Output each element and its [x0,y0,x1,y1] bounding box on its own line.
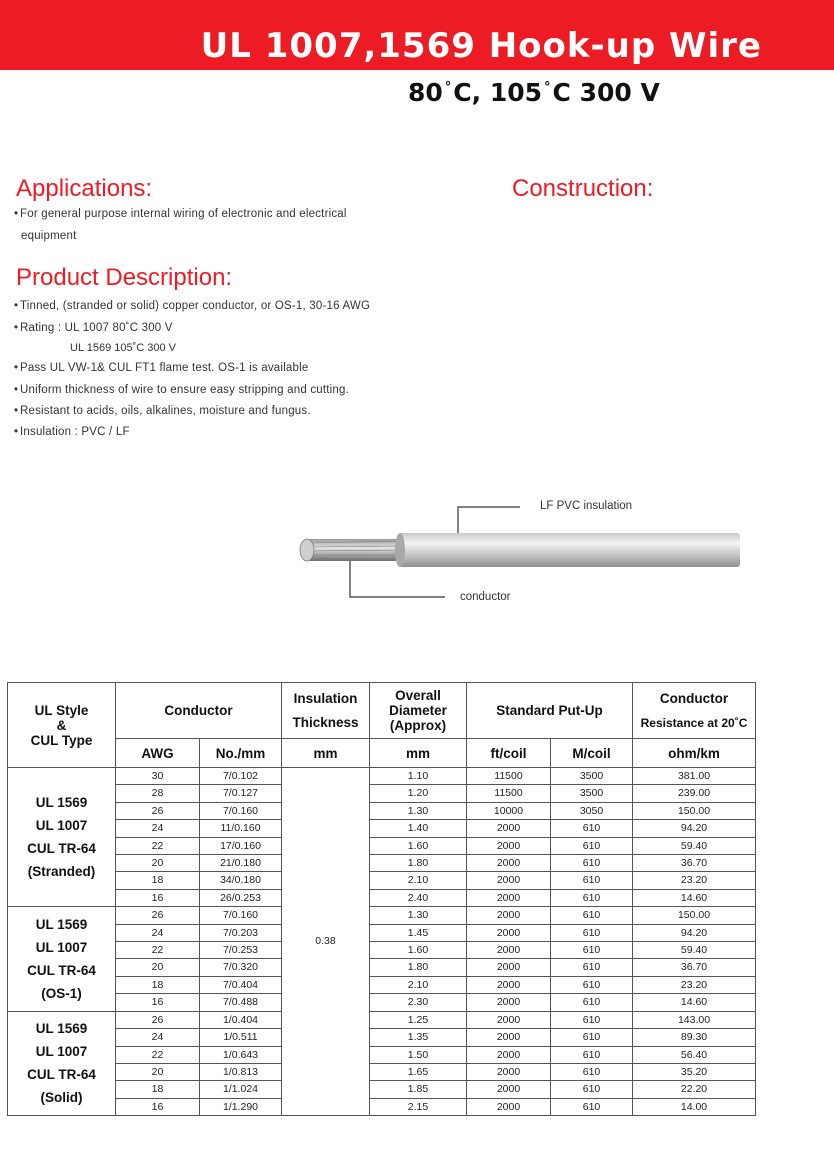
awg-cell: 24 [116,924,200,941]
diameter-cell: 2.10 [370,872,467,889]
ul-style-group-cell [8,768,116,907]
insulation-thickness-cell: 0.38 [282,768,370,1116]
header-ohm-km: ohm/km [633,739,756,768]
rating-prefix: 80 [408,78,443,107]
description-text: Insulation : PVC / LF [20,426,130,438]
ft-coil-cell: 2000 [467,855,551,872]
table-row [8,820,756,837]
header-awg: AWG [116,739,200,768]
diameter-cell: 1.85 [370,1081,467,1098]
awg-cell: 22 [116,942,200,959]
m-coil-cell: 610 [551,1098,633,1115]
ft-coil-cell: 2000 [467,837,551,854]
applications-text-2: equipment [21,230,77,242]
diameter-cell: 1.80 [370,959,467,976]
table-row [8,837,756,854]
m-coil-cell: 610 [551,959,633,976]
description-item [14,384,349,396]
m-coil-cell: 610 [551,976,633,993]
awg-cell: 16 [116,889,200,906]
resistance-cell: 36.70 [633,855,756,872]
rating-line-2: UL 1569 105˚C 300 V [70,342,176,354]
table-row [8,924,756,941]
resistance-cell: 381.00 [633,768,756,785]
insulation-end [395,533,405,567]
stranding-cell: 7/0.320 [200,959,282,976]
stranding-cell: 7/0.488 [200,994,282,1011]
m-coil-cell: 610 [551,855,633,872]
bullet-dot: • [14,405,19,417]
ft-coil-cell: 2000 [467,820,551,837]
bullet-dot: • [14,362,19,374]
resistance-cell: 94.20 [633,820,756,837]
bullet-dot: • [14,300,19,312]
awg-cell: 20 [116,1063,200,1080]
m-coil-cell: 610 [551,924,633,941]
wire-diagram [290,495,760,610]
ul-style-label: (Stranded) [27,864,96,880]
stranding-cell: 26/0.253 [200,889,282,906]
m-coil-cell: 610 [551,1063,633,1080]
header-ul-style-line2: & [56,717,67,733]
insulation-label: LF PVC insulation [540,500,633,512]
ft-coil-cell: 2000 [467,1098,551,1115]
resistance-cell: 23.20 [633,872,756,889]
ul-style-group-cell [8,1011,116,1115]
specification-table [7,682,756,1116]
header-no-mm: No./mm [200,739,282,768]
awg-cell: 16 [116,1098,200,1115]
table-row [8,1046,756,1063]
table-row [8,942,756,959]
conductor-label: conductor [460,591,511,603]
table-row [8,889,756,906]
diameter-cell: 1.65 [370,1063,467,1080]
table-row [8,959,756,976]
table-row [8,1098,756,1115]
degree-symbol: ° [544,80,551,95]
diameter-cell: 1.10 [370,768,467,785]
table-row [8,855,756,872]
diameter-cell: 1.45 [370,924,467,941]
description-text: Pass UL VW-1& CUL FT1 flame test. OS-1 is available [20,362,309,374]
resistance-cell: 94.20 [633,924,756,941]
header-resistance-line1: Conductor [659,690,729,706]
m-coil-cell: 610 [551,907,633,924]
bullet-dot: • [14,208,19,220]
resistance-cell: 56.40 [633,1046,756,1063]
page-title: UL 1007,1569 Hook-up Wire [200,26,762,66]
ft-coil-cell: 2000 [467,942,551,959]
table-row [8,1029,756,1046]
description-item [14,322,173,334]
diameter-cell: 1.60 [370,837,467,854]
ul-style-label: UL 1007 [35,939,88,955]
stranding-cell: 1/0.511 [200,1029,282,1046]
diameter-cell: 2.30 [370,994,467,1011]
awg-cell: 30 [116,768,200,785]
ft-coil-cell: 2000 [467,924,551,941]
table-row [8,768,756,785]
ft-coil-cell: 2000 [467,872,551,889]
stranding-cell: 1/1.024 [200,1081,282,1098]
ul-style-label: UL 1007 [35,1044,88,1060]
awg-cell: 26 [116,907,200,924]
description-text: Tinned, (stranded or solid) copper conductor, or OS-1, 30-16 AWG [20,300,371,312]
header-insulation [282,683,370,739]
description-text: Rating : UL 1007 80˚C 300 V [20,322,173,334]
ul-style-label: UL 1569 [35,916,88,932]
m-coil-cell: 610 [551,889,633,906]
resistance-cell: 89.30 [633,1029,756,1046]
diameter-cell: 1.30 [370,802,467,819]
product-description-heading: Product Description: [16,264,233,291]
m-coil-cell: 610 [551,994,633,1011]
ft-coil-cell: 11500 [467,768,551,785]
ft-coil-cell: 2000 [467,1081,551,1098]
bullet-dot: • [14,384,19,396]
stranding-cell: 11/0.160 [200,820,282,837]
diameter-cell: 1.60 [370,942,467,959]
ul-style-label: UL 1569 [35,1021,88,1037]
bullet-dot: • [14,426,19,438]
header-resistance-line2: Resistance at 20˚C [640,715,748,730]
m-coil-cell: 610 [551,1081,633,1098]
ft-coil-cell: 2000 [467,907,551,924]
m-coil-cell: 610 [551,1029,633,1046]
diameter-cell: 2.10 [370,976,467,993]
stranding-cell: 7/0.253 [200,942,282,959]
conductor-end [300,539,314,561]
stranding-cell: 17/0.160 [200,837,282,854]
ul-style-group-cell [8,907,116,1011]
rating-mid: C, 105 [453,78,543,107]
header-conductor: Conductor [116,683,282,739]
header-overall-line2: Diameter [389,703,447,718]
applications-bullet [14,208,347,220]
header-overall-diameter [370,683,467,739]
m-coil-cell: 610 [551,820,633,837]
m-coil-cell: 610 [551,872,633,889]
title-banner [0,0,834,70]
m-coil-cell: 610 [551,1046,633,1063]
diameter-cell: 1.30 [370,907,467,924]
stranding-cell: 7/0.404 [200,976,282,993]
table-row [8,1011,756,1028]
resistance-cell: 35.20 [633,1063,756,1080]
awg-cell: 26 [116,802,200,819]
description-text: Uniform thickness of wire to ensure easy stripping and cutting. [20,384,350,396]
stranding-cell: 1/0.643 [200,1046,282,1063]
header-overall-line3: (Approx) [389,718,447,733]
temperature-voltage-rating [408,78,660,107]
m-coil-cell: 3500 [551,768,633,785]
table-row [8,1063,756,1080]
header-insulation-line2: Thickness [292,714,359,730]
ft-coil-cell: 2000 [467,889,551,906]
ft-coil-cell: 2000 [467,1029,551,1046]
stranding-cell: 7/0.203 [200,924,282,941]
resistance-cell: 150.00 [633,802,756,819]
stranding-cell: 7/0.102 [200,768,282,785]
ft-coil-cell: 11500 [467,785,551,802]
header-insulation-line1: Insulation [293,690,358,706]
description-item [14,300,370,312]
resistance-cell: 22.20 [633,1081,756,1098]
ul-style-label: (OS-1) [41,985,82,1001]
awg-cell: 24 [116,1029,200,1046]
stranding-cell: 21/0.180 [200,855,282,872]
ft-coil-cell: 2000 [467,1011,551,1028]
stranding-cell: 7/0.160 [200,907,282,924]
awg-cell: 20 [116,959,200,976]
stranding-cell: 34/0.180 [200,872,282,889]
ft-coil-cell: 10000 [467,802,551,819]
stranding-cell: 7/0.127 [200,785,282,802]
description-item [14,362,308,374]
stranding-cell: 7/0.160 [200,802,282,819]
degree-symbol: ° [444,80,452,95]
ul-style-label: UL 1007 [35,818,88,834]
resistance-cell: 14.60 [633,994,756,1011]
ul-style-label: UL 1569 [35,795,88,811]
table-body [8,768,756,1116]
resistance-cell: 36.70 [633,959,756,976]
header-ul-style-line3: CUL Type [30,732,93,748]
m-coil-cell: 610 [551,1011,633,1028]
diameter-cell: 1.50 [370,1046,467,1063]
awg-cell: 22 [116,837,200,854]
ft-coil-cell: 2000 [467,1046,551,1063]
description-item [14,405,311,417]
table-row [8,994,756,1011]
awg-cell: 20 [116,855,200,872]
awg-cell: 22 [116,1046,200,1063]
bullet-dot: • [14,322,19,334]
resistance-cell: 14.00 [633,1098,756,1115]
resistance-cell: 23.20 [633,976,756,993]
table-row [8,802,756,819]
table-row [8,976,756,993]
m-coil-cell: 3050 [551,802,633,819]
description-text: Resistant to acids, oils, alkalines, moisture and fungus. [20,405,311,417]
table-row [8,872,756,889]
ul-style-label: CUL TR-64 [27,1067,96,1083]
ul-style-label: (Solid) [40,1090,83,1106]
header-mm-insulation: mm [282,739,370,768]
applications-heading: Applications: [16,175,153,202]
ul-style-label: CUL TR-64 [27,962,96,978]
header-ul-style [8,683,116,768]
awg-cell: 28 [116,785,200,802]
header-overall-line1: Overall [395,688,441,703]
header-standard-putup: Standard Put-Up [467,683,633,739]
resistance-cell: 14.60 [633,889,756,906]
stranding-cell: 1/0.404 [200,1011,282,1028]
insulation-leader-line [458,507,520,533]
awg-cell: 18 [116,872,200,889]
diameter-cell: 1.20 [370,785,467,802]
awg-cell: 24 [116,820,200,837]
awg-cell: 18 [116,976,200,993]
ul-style-label: CUL TR-64 [27,841,96,857]
header-resistance [633,683,756,739]
awg-cell: 26 [116,1011,200,1028]
awg-cell: 16 [116,994,200,1011]
description-item [14,426,130,438]
diameter-cell: 2.40 [370,889,467,906]
ft-coil-cell: 2000 [467,959,551,976]
resistance-cell: 59.40 [633,942,756,959]
header-m-coil: M/coil [551,739,633,768]
resistance-cell: 143.00 [633,1011,756,1028]
ft-coil-cell: 2000 [467,976,551,993]
applications-text-1: For general purpose internal wiring of electronic and electrical [20,208,347,220]
stranding-cell: 1/1.290 [200,1098,282,1115]
diameter-cell: 1.35 [370,1029,467,1046]
table-row [8,785,756,802]
diameter-cell: 1.40 [370,820,467,837]
ft-coil-cell: 2000 [467,994,551,1011]
ft-coil-cell: 2000 [467,1063,551,1080]
resistance-cell: 150.00 [633,907,756,924]
m-coil-cell: 610 [551,942,633,959]
table-row [8,907,756,924]
m-coil-cell: 610 [551,837,633,854]
header-mm-diameter: mm [370,739,467,768]
construction-heading: Construction: [512,175,654,202]
header-ft-coil: ft/coil [467,739,551,768]
diameter-cell: 2.15 [370,1098,467,1115]
header-ul-style-line1: UL Style [34,702,89,718]
stranding-cell: 1/0.813 [200,1063,282,1080]
diameter-cell: 1.80 [370,855,467,872]
table-row [8,1081,756,1098]
resistance-cell: 239.00 [633,785,756,802]
awg-cell: 18 [116,1081,200,1098]
diameter-cell: 1.25 [370,1011,467,1028]
m-coil-cell: 3500 [551,785,633,802]
resistance-cell: 59.40 [633,837,756,854]
insulation-jacket [398,533,740,567]
rating-suffix: C 300 V [552,78,660,107]
